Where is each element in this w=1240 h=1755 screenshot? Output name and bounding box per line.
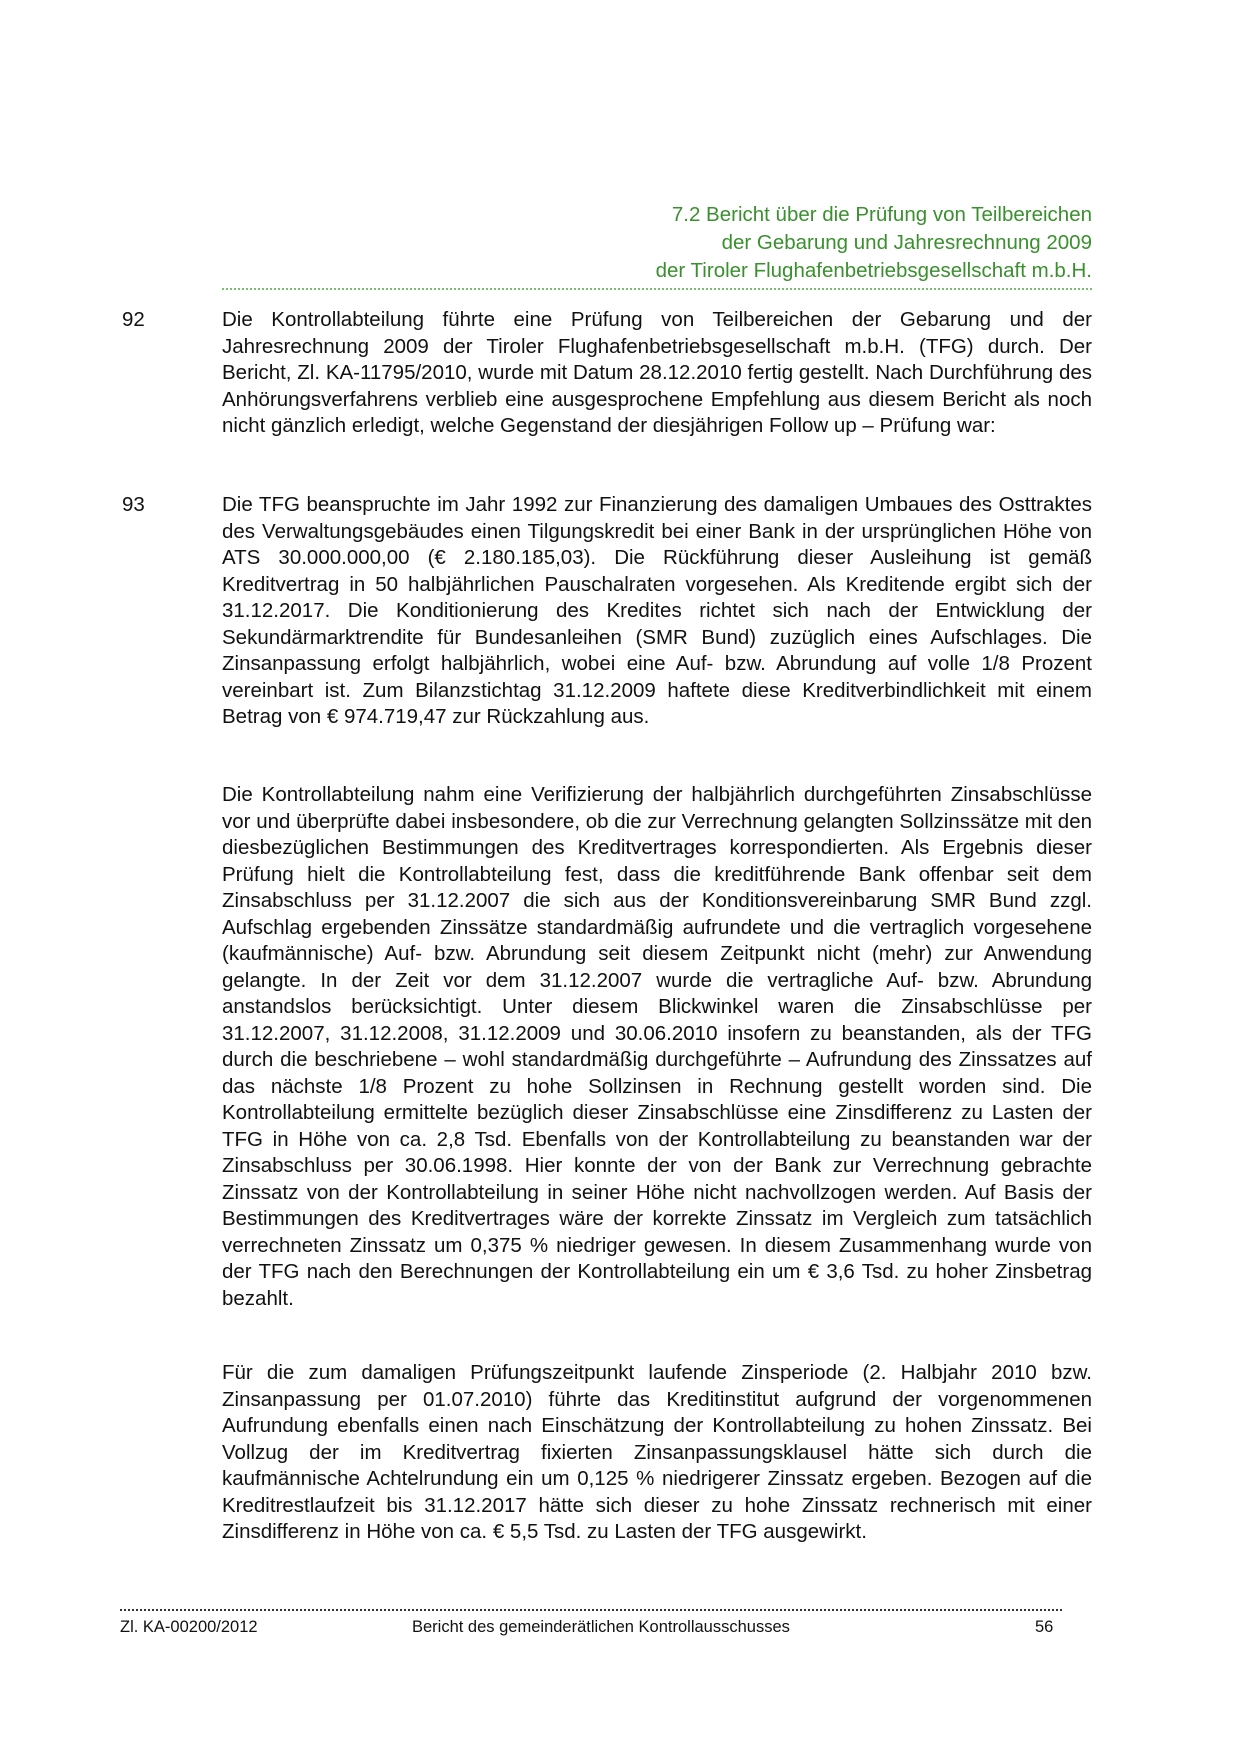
section-header: [222, 201, 1092, 285]
paragraph-93-verification: Die Kontrollabteilung nahm eine Verifizierung der halbjährlich durchgeführten Zinsabschlüsse vor und überprüfte dabei insbesondere, ob die zur Verrechnung gelangten Sollzinssätze mit den diesbezüglichen Bestimmungen des Kreditvertrages korrespondierten. Als Ergebnis dieser Prüfung hielt die Kontrollabteilung fest, dass die kreditführende Bank offenbar seit dem Zinsabschluss per 31.12.2007 die sich aus der Konditionsvereinbarung SMR Bund zzgl. Aufschlag ergebenden Zinssätze standardmäßig aufrundete und die vertraglich vorgesehene (kaufmännische) Auf- bzw. Abrundung seit diesem Zeitpunkt nicht (mehr) zur Anwendung gelangte. In der Zeit vor dem 31.12.2007 wurde die vertragliche Auf- bzw. Abrundung anstandslos berücksichtigt. Unter diesem Blickwinkel waren die Zinsabschlüsse per 31.12.2007, 31.12.2008, 31.12.2009 und 30.06.2010 insofern zu beanstanden, als der TFG durch die beschriebene – wohl standardmäßig durchgeführte – Aufrundung des Zinssatzes auf das nächste 1/8 Prozent zu hohe Sollzinsen in Rechnung gestellt worden sind. Die Kontrollabteilung ermittelte bezüglich dieser Zinsabschlüsse eine Zinsdifferenz zu Lasten der TFG in Höhe von ca. 2,8 Tsd. Ebenfalls von der Kontrollabteilung zu beanstanden war der Zinsabschluss per 30.06.1998. Hier konnte der von der Bank zur Verrechnung gebrachte Zinssatz von der Kontrollabteilung in seiner Höhe nicht nachvollzogen werden. Auf Basis der Bestimmungen des Kreditvertrages wäre der korrekte Zinssatz im Vergleich zum tatsächlich verrechneten Zinssatz um 0,375 % niedriger gewesen. In diesem Zusammenhang wurde von der TFG nach den Berechnungen der Kontrollabteilung ein um € 3,6 Tsd. zu hoher Zinsbetrag bezahlt.: [222, 783, 1092, 1310]
paragraph-number-93: 93: [122, 493, 145, 516]
footer-divider: [120, 1609, 1062, 1611]
paragraph-number-92: 92: [122, 308, 145, 331]
paragraph-92: Die Kontrollabteilung führte eine Prüfung von Teilbereichen der Gebarung und der Jahresrechnung 2009 der Tiroler Flughafenbetriebsgesellschaft m.b.H. (TFG) durch. Der Bericht, Zl. KA-11795/2010, wurde mit Datum 28.12.2010 fertig gestellt. Nach Durchführung des Anhörungsverfahrens verblieb eine ausgesprochene Empfehlung aus diesem Bericht als noch nicht gänzlich erledigt, welche Gegenstand der diesjährigen Follow up – Prüfung war:: [222, 308, 1092, 437]
section-title-line-1: 7.2 Bericht über die Prüfung von Teilbereichen: [671, 203, 1092, 226]
paragraph-93: Die TFG beanspruchte im Jahr 1992 zur Finanzierung des damaligen Umbaues des Osttraktes des Verwaltungsgebäudes einen Tilgungskredit bei einer Bank in der ursprünglichen Höhe von ATS 30.000.000,00 (€ 2.180.185,03). Die Rückführung dieser Ausleihung ist gemäß Kreditvertrag in 50 halbjährlichen Pauschalraten vorgesehen. Als Kreditende ergibt sich der 31.12.2017. Die Konditionierung des Kredites richtet sich nach der Entwicklung der Sekundärmarktrendite für Bundesanleihen (SMR Bund) zuzüglich eines Aufschlages. Die Zinsanpassung erfolgt halbjährlich, wobei eine Auf- bzw. Abrundung auf volle 1/8 Prozent vereinbart ist. Zum Bilanzstichtag 31.12.2009 haftete diese Kreditverbindlichkeit mit einem Betrag von € 974.719,47 zur Rückzahlung aus.: [222, 493, 1092, 728]
footer-reference: Zl. KA-00200/2012: [120, 1618, 258, 1636]
footer-report-title: Bericht des gemeinderätlichen Kontrollausschusses: [412, 1618, 790, 1636]
section-title-line-2: der Gebarung und Jahresrechnung 2009: [721, 231, 1092, 254]
page-number: 56: [1035, 1618, 1054, 1636]
header-divider: [222, 288, 1092, 290]
paragraph-93-current-period: Für die zum damaligen Prüfungszeitpunkt laufende Zinsperiode (2. Halbjahr 2010 bzw. Zinsanpassung per 01.07.2010) führte das Kreditinstitut aufgrund der vorgenommenen Aufrundung ebenfalls einen nach Einschätzung der Kontrollabteilung zu hohen Zinssatz. Bei Vollzug der im Kreditvertrag fixierten Zinsanpassungsklausel hätte sich durch die kaufmännische Achtelrundung ein um 0,125 % niedrigerer Zinssatz ergeben. Bezogen auf die Kreditrestlaufzeit bis 31.12.2017 hätte sich dieser zu hohe Zinssatz rechnerisch mit einer Zinsdifferenz in Höhe von ca. € 5,5 Tsd. zu Lasten der TFG ausgewirkt.: [222, 1361, 1092, 1543]
section-title-line-3: der Tiroler Flughafenbetriebsgesellschaft m.b.H.: [655, 259, 1092, 282]
